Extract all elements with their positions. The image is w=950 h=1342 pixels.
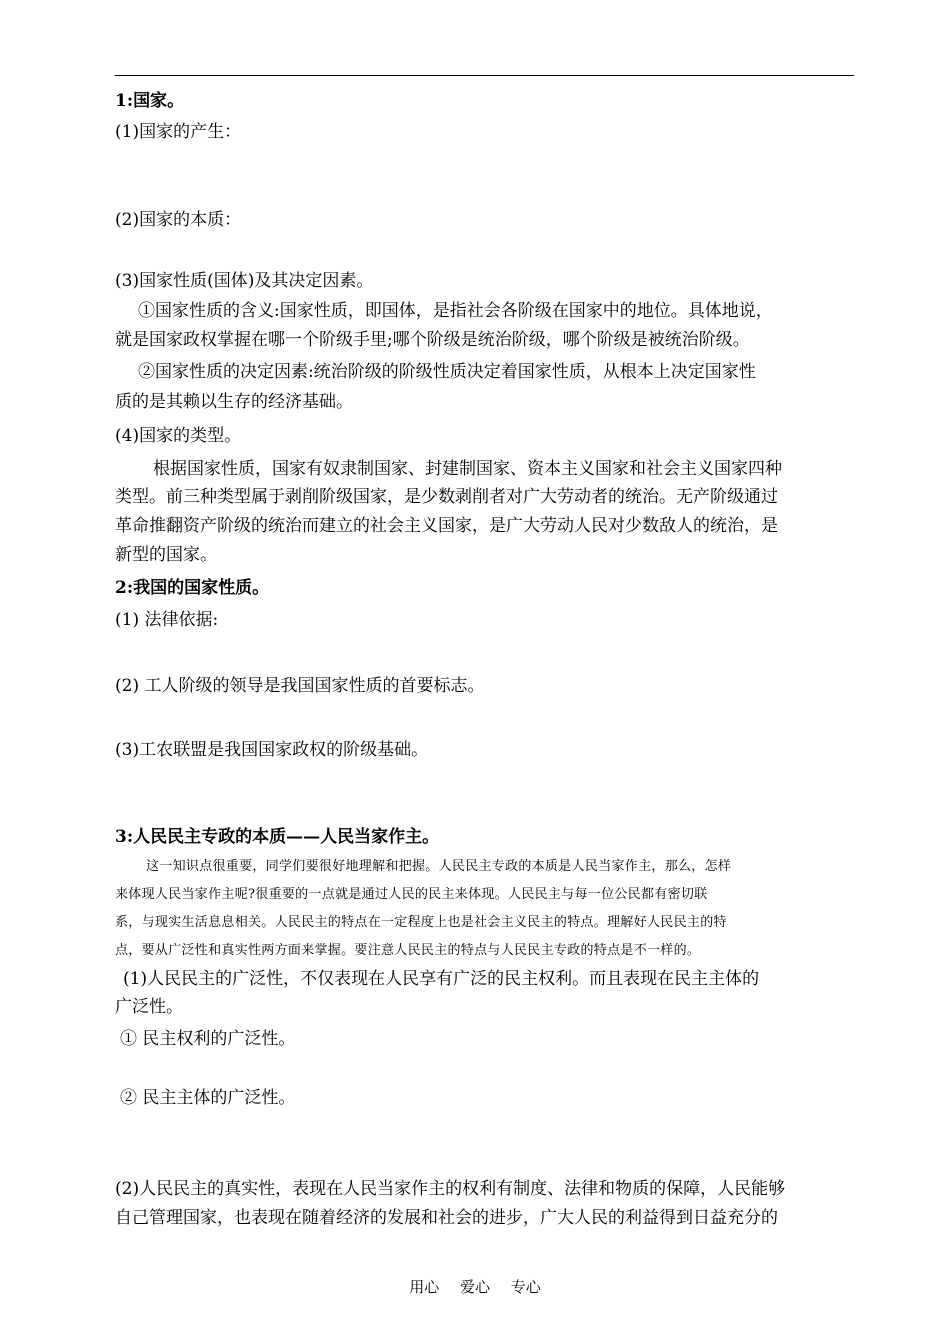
paragraph-line: 自己管理国家，也表现在随着经济的发展和社会的进步，广大人民的利益得到日益充分的	[115, 1208, 778, 1228]
item-state-types: (4)国家的类型。	[115, 426, 242, 446]
paragraph-line: ②国家性质的决定因素:统治阶级的阶级性质决定着国家性质，从根本上决定国家性	[138, 362, 756, 382]
item-state-nature: (3)国家性质(国体)及其决定因素。	[115, 271, 374, 291]
paragraph-line: 类型。前三种类型属于剥削阶级国家，是少数剥削者对广大劳动者的统治。无产阶级通过	[115, 487, 778, 507]
paragraph-line: ①国家性质的含义:国家性质，即国体，是指社会各阶级在国家中的地位。具体地说，	[138, 301, 773, 321]
sub-item-subject-breadth: ② 民主主体的广泛性。	[120, 1088, 296, 1108]
paragraph-line: 质的是其赖以生存的经济基础。	[115, 392, 353, 412]
item-working-class-leadership: (2) 工人阶级的领导是我国国家性质的首要标志。	[115, 676, 485, 696]
paragraph-line: 就是国家政权掌握在哪一个阶级手里;哪个阶级是统治阶级，哪个阶级是被统治阶级。	[115, 330, 750, 350]
item-state-origin: (1)国家的产生：	[115, 122, 242, 142]
paragraph-line: 根据国家性质，国家有奴隶制国家、封建制国家、资本主义国家和社会主义国家四种	[153, 459, 782, 479]
item-state-essence: (2)国家的本质：	[115, 210, 242, 230]
note-line: 来体现人民当家作主呢?很重要的一点就是通过人民的民主来体现。人民民主与每一位公民都有密切联	[115, 887, 708, 902]
footer-word: 专心	[510, 1278, 541, 1296]
header-rule	[115, 75, 854, 76]
note-line: 系，与现实生活息息相关。人民民主的特点在一定程度上也是社会主义民主的特点。理解好人民民主的特	[115, 915, 727, 930]
item-worker-peasant-alliance: (3)工农联盟是我国国家政权的阶级基础。	[115, 740, 429, 760]
section-3-heading: 3:人民民主专政的本质——人民当家作主。	[115, 827, 440, 847]
section-2-heading: 2:我国的国家性质。	[115, 578, 270, 598]
paragraph-line: 革命推翻资产阶级的统治而建立的社会主义国家，是广大劳动人民对少数敌人的统治，是	[115, 516, 778, 536]
page-footer	[0, 1277, 950, 1297]
section-1-heading: 1:国家。	[115, 91, 185, 111]
paragraph-line: (1)人民民主的广泛性，不仅表现在人民享有广泛的民主权利。而且表现在民主主体的	[123, 969, 760, 989]
sub-item-rights-breadth: ① 民主权利的广泛性。	[120, 1029, 296, 1049]
note-line: 点，要从广泛性和真实性两方面来掌握。要注意人民民主的特点与人民民主专政的特点是不一样的。	[115, 943, 701, 958]
paragraph-line: 广泛性。	[115, 997, 183, 1017]
item-legal-basis: (1) 法律依据:	[115, 610, 219, 630]
paragraph-line: 新型的国家。	[115, 545, 217, 565]
footer-word: 爱心	[459, 1278, 490, 1296]
note-line: 这一知识点很重要，同学们要很好地理解和把握。人民民主专政的本质是人民当家作主，那么，怎样	[146, 859, 732, 874]
footer-word: 用心	[409, 1278, 440, 1296]
paragraph-line: (2)人民民主的真实性，表现在人民当家作主的权利有制度、法律和物质的保障，人民能够	[115, 1179, 786, 1199]
